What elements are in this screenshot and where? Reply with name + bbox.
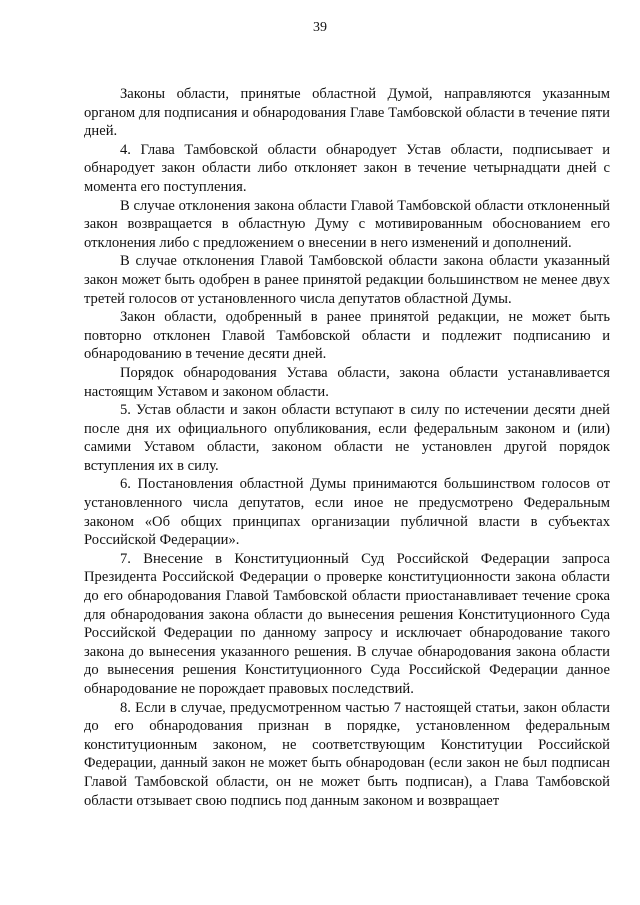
paragraph-rejection-procedure: В случае отклонения закона области Главой Тамбовской области отклоненный закон возвращается в областную Думу с мотивированным обоснованием его отклонения либо с предложением о внесении в него изменений и дополнений. (84, 197, 610, 251)
paragraph-item-8: 8. Если в случае, предусмотренном частью 7 настоящей статьи, закон области до его обнародования признан в порядке, установленном федеральным конституционным законом, не соответствующим Конституции Российской Федерации, данный закон не может быть обнародован (если закон не был подписан Главой Тамбовской области, он не может быть подписан), а Глава Тамбовской области отзывает свою подпись под данным законом и возвращает (84, 699, 610, 809)
document-body (84, 85, 610, 810)
paragraph-publication-order: Порядок обнародования Устава области, закона области устанавливается настоящим Уставом и законом области. (84, 364, 610, 400)
paragraph-laws-sent-to-governor: Законы области, принятые областной Думой, направляются указанным органом для подписания и обнародования Главе Тамбовской области в течение пяти дней. (84, 86, 610, 140)
paragraph-item-5: 5. Устав области и закон области вступают в силу по истечении десяти дней после дня их официального опубликования, если федеральным законом и (или) самими Уставом области, законом области не установлен другой порядок вступления их в силу. (84, 402, 610, 474)
paragraph-repeat-rejection: Закон области, одобренный в ранее принятой редакции, не может быть повторно отклонен Главой Тамбовской области и подлежит подписанию и обнародованию в течение десяти дней. (84, 309, 610, 363)
paragraph-item-4: 4. Глава Тамбовской области обнародует Устав области, подписывает и обнародует закон области либо отклоняет закон в течение четырнадцати дней с момента его поступления. (84, 141, 610, 195)
paragraph-override-vote: В случае отклонения Главой Тамбовской области закона области указанный закон может быть одобрен в ранее принятой редакции большинством не менее двух третей голосов от установленного числа депутатов областной Думы. (84, 253, 610, 307)
paragraph-item-6: 6. Постановления областной Думы принимаются большинством голосов от установленного числа депутатов, если иное не предусмотрено Федеральным законом «Об общих принципах организации публичной власти в субъектах Российской Федерации». (84, 476, 610, 549)
page-number: 39 (313, 20, 327, 35)
paragraph-item-7: 7. Внесение в Конституционный Суд Российской Федерации запроса Президента Российской Федерации о проверке конституционности закона области до его обнародования Главой Тамбовской области приостанавливает течение срока для обнародования закона области до вынесения решения Конституционного Суда Российской Федерации по данному запросу и исключает обнародование такого закона до вынесения указанного решения. В случае обнародования закона области до вынесения решения Конституционного Суда Российской Федерации данное обнародование не порождает правовых последствий. (84, 550, 610, 697)
